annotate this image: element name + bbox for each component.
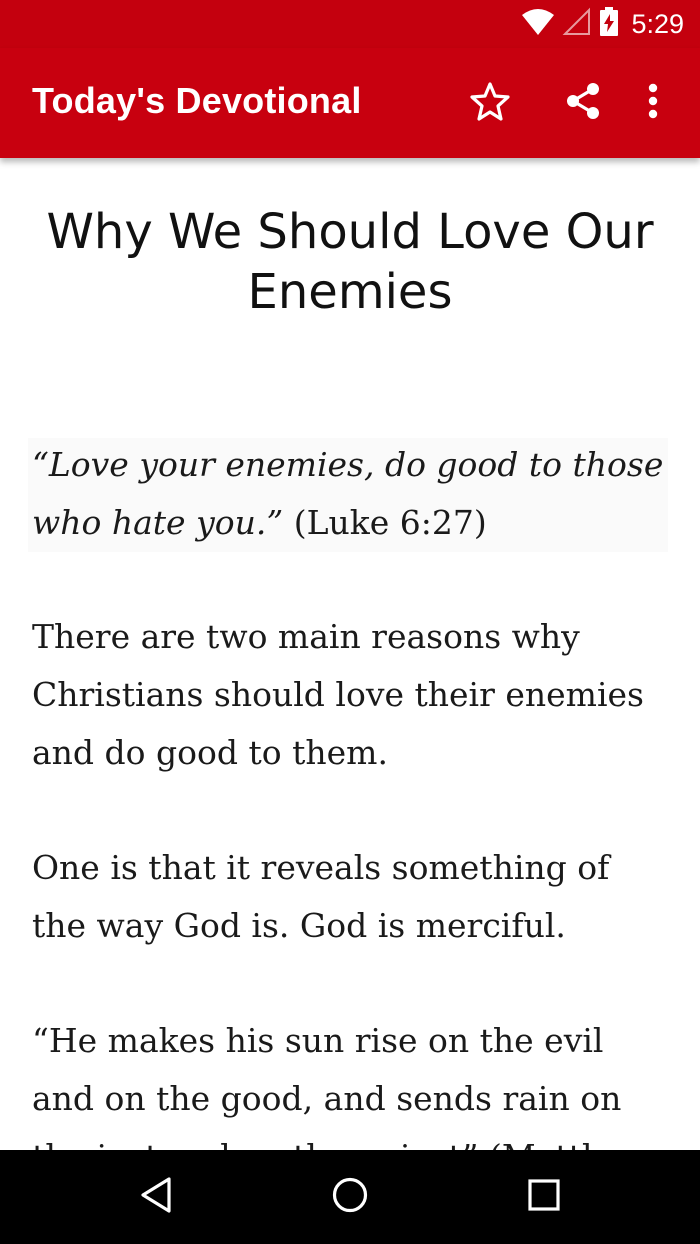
status-icons (521, 6, 684, 42)
more-vert-icon (647, 83, 659, 124)
navigation-bar (0, 1150, 700, 1244)
recents-icon (527, 1178, 561, 1217)
scripture-quote (32, 436, 672, 552)
status-bar (0, 0, 700, 48)
back-icon (139, 1176, 173, 1219)
more-options-button[interactable] (628, 78, 678, 128)
paragraph-1: There are two main reasons why Christians should love their enemies and do good to them. (32, 617, 644, 772)
article-content[interactable] (0, 158, 700, 1150)
battery-charging-icon (599, 7, 619, 42)
home-icon (331, 1176, 369, 1219)
star-icon (470, 81, 510, 126)
status-time: 5:29 (631, 8, 684, 39)
cell-signal-icon (563, 8, 591, 41)
share-icon (563, 81, 603, 126)
recents-button[interactable] (519, 1172, 569, 1222)
back-button[interactable] (131, 1172, 181, 1222)
home-button[interactable] (325, 1172, 375, 1222)
quote-reference: (Luke 6:27) (283, 503, 487, 542)
article-title: Why We Should Love Our Enemies (46, 204, 654, 320)
app-bar (0, 48, 700, 158)
paragraph-3: “He makes his sun rise on the evil and on the good, and sends rain on (32, 1021, 622, 1118)
wifi-icon (521, 8, 555, 41)
favorite-button[interactable] (465, 78, 515, 128)
paragraph-2: One is that it reveals something of the way God is. God is merciful. (32, 848, 610, 945)
app-title: Today's Devotional (32, 80, 362, 121)
share-button[interactable] (558, 78, 608, 128)
quote-text: “Love your enemies, do good to those who hate you.” (32, 445, 664, 542)
